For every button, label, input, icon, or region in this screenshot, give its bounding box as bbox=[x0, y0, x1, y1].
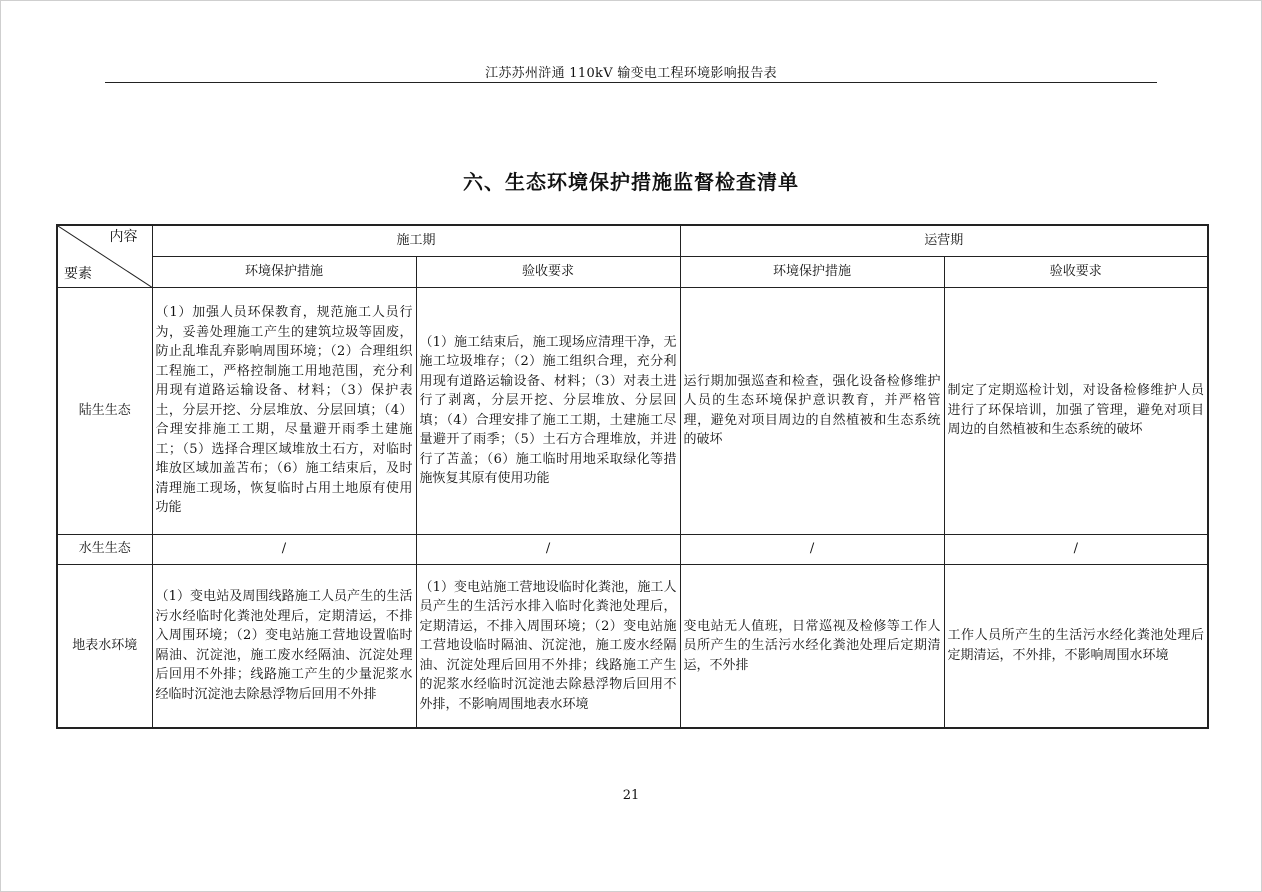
table-row bbox=[57, 287, 1208, 534]
header-rule bbox=[105, 82, 1157, 83]
corner-label-element: 要素 bbox=[64, 266, 92, 282]
operation-measures-header: 环境保护措施 bbox=[680, 256, 944, 287]
operation-acceptance-header: 验收要求 bbox=[944, 256, 1208, 287]
operation-period-header: 运营期 bbox=[680, 225, 1208, 256]
corner-header-cell bbox=[57, 225, 152, 287]
row-element-label: 地表水环境 bbox=[57, 564, 152, 728]
section-title: 六、生态环境保护措施监督检查清单 bbox=[463, 170, 799, 194]
construction-measures-cell: / bbox=[152, 534, 416, 564]
page-number: 21 bbox=[622, 788, 640, 803]
operation-measures-cell: 变电站无人值班，日常巡视及检修等工作人员所产生的生活污水经化粪池处理后定期清运，不外排 bbox=[680, 564, 944, 728]
construction-measures-cell: （1）变电站及周围线路施工人员产生的生活污水经临时化粪池处理后，定期清运，不排入周围环境；（2）变电站施工营地设置临时隔油、沉淀池，施工废水经隔油、沉淀处理后回用不外排；线路施工产生的少量泥浆水经临时沉淀池去除悬浮物后回用不外排 bbox=[152, 564, 416, 728]
operation-acceptance-cell: 制定了定期巡检计划，对设备检修维护人员进行了环保培训，加强了管理，避免对项目周边的自然植被和生态系统的破坏 bbox=[944, 287, 1208, 534]
row-element-label: 水生生态 bbox=[57, 534, 152, 564]
operation-measures-cell: 运行期加强巡查和检查，强化设备检修维护人员的生态环境保护意识教育，并严格管理，避免对项目周边的自然植被和生态系统的破坏 bbox=[680, 287, 944, 534]
construction-acceptance-header: 验收要求 bbox=[416, 256, 680, 287]
corner-label-content: 内容 bbox=[109, 229, 138, 245]
header-row-columns bbox=[57, 256, 1208, 287]
running-header: 江苏苏州浒通 110kV 输变电工程环境影响报告表 bbox=[485, 66, 777, 81]
supervision-checklist-table bbox=[56, 224, 1209, 729]
header-row-periods bbox=[57, 225, 1208, 256]
construction-acceptance-cell: （1）变电站施工营地设临时化粪池，施工人员产生的生活污水排入临时化粪池处理后，定期清运，不排入周围环境；（2）变电站施工营地设临时隔油、沉淀池，施工废水经隔油、沉淀处理后回用不外排；线路施工产生的泥浆水经临时沉淀池去除悬浮物后回用不外排，不影响周围地表水环境 bbox=[416, 564, 680, 728]
operation-acceptance-cell: 工作人员所产生的生活污水经化粪池处理后定期清运，不外排，不影响周围水环境 bbox=[944, 564, 1208, 728]
operation-acceptance-cell: / bbox=[944, 534, 1208, 564]
table-row bbox=[57, 534, 1208, 564]
construction-period-header: 施工期 bbox=[152, 225, 680, 256]
operation-measures-cell: / bbox=[680, 534, 944, 564]
construction-acceptance-cell: （1）施工结束后，施工现场应清理干净，无施工垃圾堆存；（2）施工组织合理，充分利用现有道路运输设备、材料；（3）对表土进行了剥离，分层开挖、分层堆放、分层回填；（4）合理安排了施工工期，土建施工尽量避开了雨季；（5）土石方合理堆放，并进行了苫盖；（6）施工临时用地采取绿化等措施恢复其原有使用功能 bbox=[416, 287, 680, 534]
row-element-label: 陆生生态 bbox=[57, 287, 152, 534]
construction-measures-header: 环境保护措施 bbox=[152, 256, 416, 287]
table-row bbox=[57, 564, 1208, 728]
construction-measures-cell: （1）加强人员环保教育，规范施工人员行为，妥善处理施工产生的建筑垃圾等固废，防止乱堆乱弃影响周围环境；（2）合理组织工程施工，严格控制施工用地范围，充分利用现有道路运输设备、材料；（3）保护表土，分层开挖、分层堆放、分层回填；（4）合理安排施工工期，尽量避开雨季土建施工；（5）选择合理区域堆放土石方，对临时堆放区域加盖苫布；（6）施工结束后，及时清理施工现场，恢复临时占用土地原有使用功能 bbox=[152, 287, 416, 534]
construction-acceptance-cell: / bbox=[416, 534, 680, 564]
